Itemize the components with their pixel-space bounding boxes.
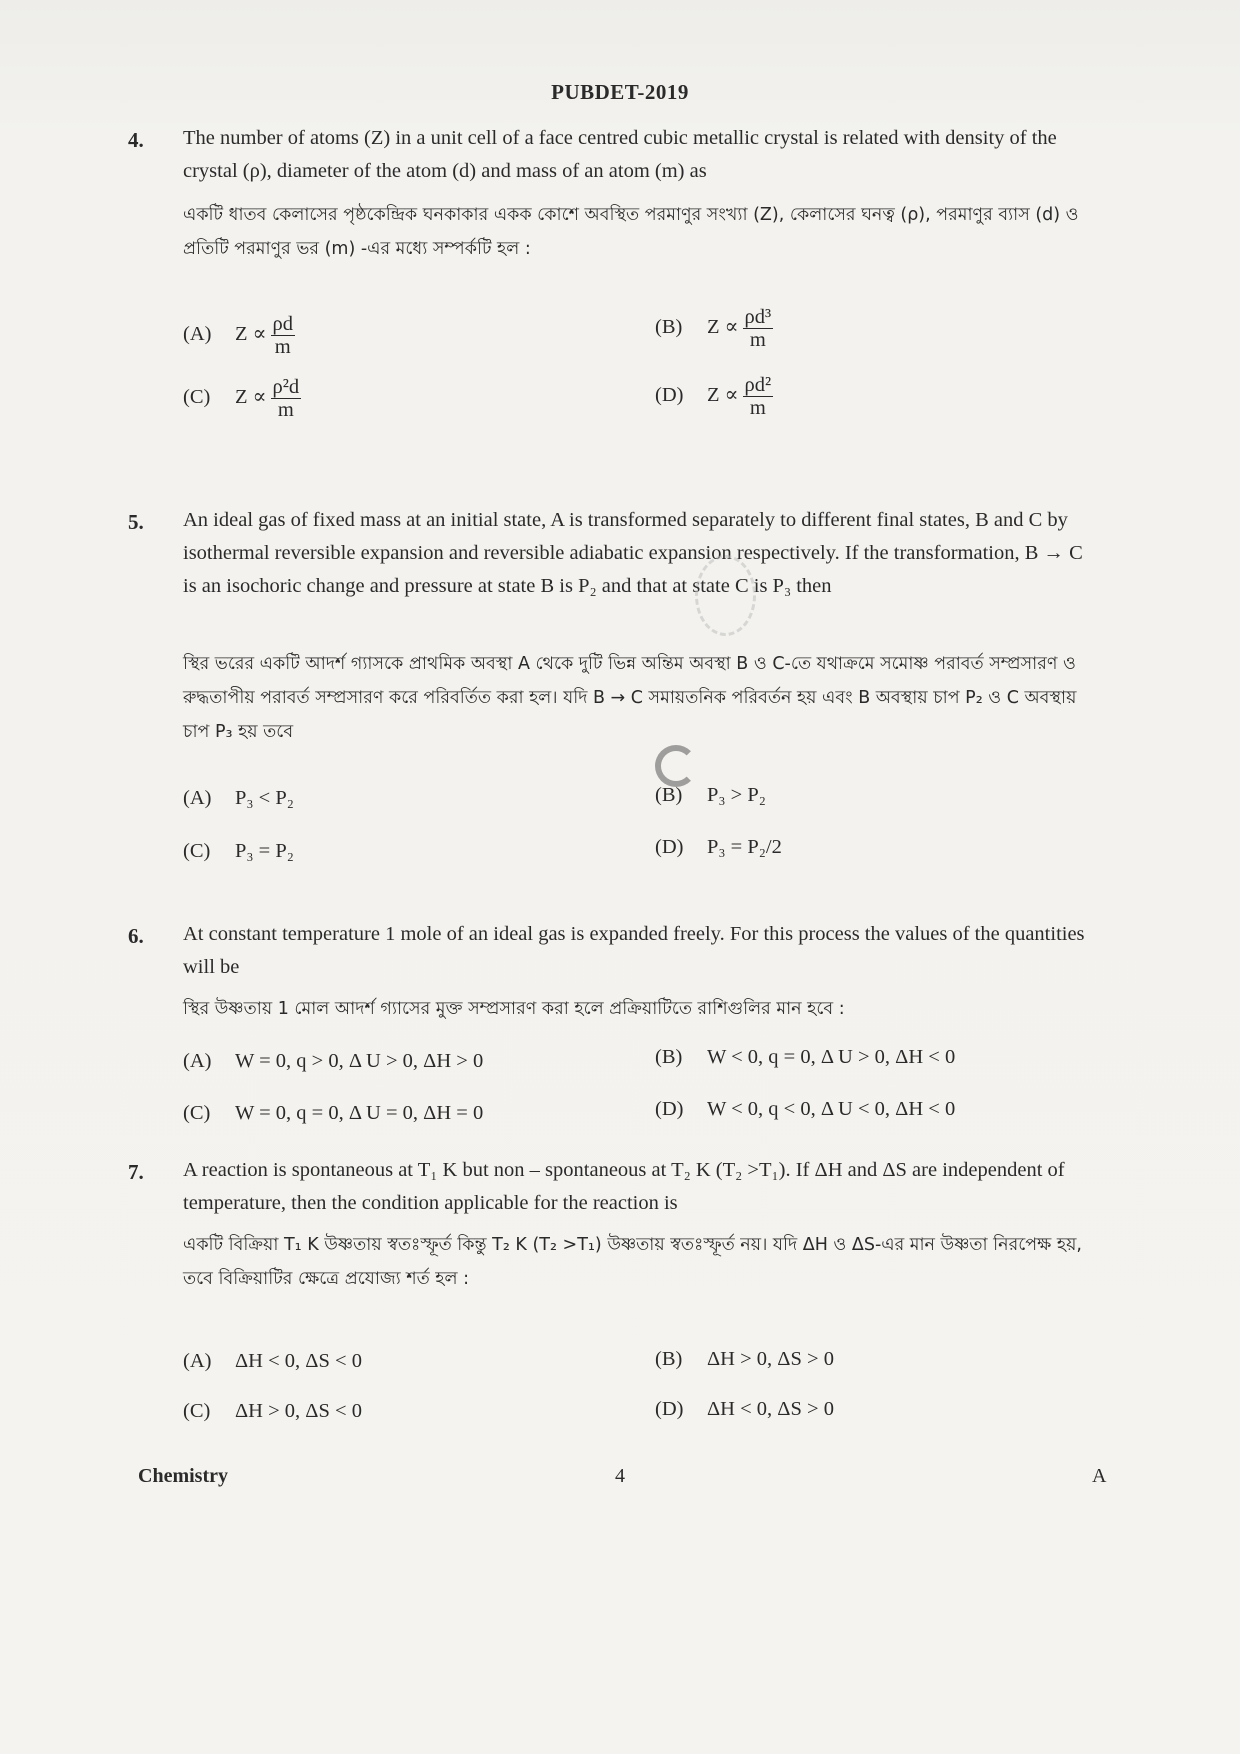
- option-value: ΔH > 0, ΔS > 0: [707, 1348, 834, 1370]
- option-label: (C): [183, 386, 211, 409]
- question-text-en: The number of atoms (Z) in a unit cell of a face centred cubic metallic crystal is related with density of the crystal (ρ), diameter of the atom (d) and mass of an atom (m) as: [183, 127, 1057, 182]
- option-value: W < 0, q < 0, Δ U < 0, ΔH < 0: [707, 1098, 956, 1120]
- footer-set-code: A: [1092, 1465, 1107, 1487]
- option-label: (D): [655, 384, 684, 407]
- fraction-numerator: ρd³: [744, 306, 772, 328]
- fraction-denominator: m: [277, 399, 294, 421]
- option-label: (A): [183, 1050, 212, 1072]
- option-b: [655, 1046, 955, 1069]
- option-label: (D): [655, 1098, 684, 1120]
- fraction: [271, 313, 295, 358]
- option-c: [183, 1400, 362, 1423]
- fraction: [271, 376, 302, 421]
- footer-subject: Chemistry: [138, 1465, 228, 1487]
- question-text-bn: একটি বিক্রিয়া T₁ K উষ্ণতায় স্বতঃস্ফূর্ত কিন্তু T₂ K (T₂ >T₁) উষ্ণতায় স্বতঃস্ফূর্ত নয়। যদি ΔH ও ΔS-এর মান উষ্ণতা নিরপেক্ষ হয়, তবে বিক্রিয়াটির ক্ষেত্রে প্রযোজ্য শর্ত হল :: [183, 1235, 1082, 1289]
- option-label: (C): [183, 1102, 211, 1124]
- option-label: (C): [183, 1400, 211, 1422]
- question-text-en: An ideal gas of fixed mass at an initial state, A is transformed separately to different final states, B and C by isothermal reversible expansion and reversible adiabatic expansion respectively. If the transformation, B → C is an isochoric change and pressure at state B is P₂ and that at state C is P₃ then: [183, 509, 1083, 597]
- option-value: W < 0, q = 0, Δ U > 0, ΔH < 0: [707, 1046, 956, 1068]
- option-value: P₃ = P₂: [235, 840, 294, 862]
- stamp-mark: [695, 555, 756, 636]
- option-prefix: Z ∝: [707, 316, 739, 339]
- option-d: [655, 836, 782, 859]
- option-label: (D): [655, 836, 684, 858]
- option-value: W = 0, q > 0, Δ U > 0, ΔH > 0: [235, 1050, 484, 1072]
- fraction-numerator: ρd: [272, 313, 294, 335]
- option-b: [655, 306, 773, 351]
- option-value: P₃ = P₂/2: [707, 836, 782, 858]
- option-label: (D): [655, 1398, 684, 1420]
- option-value: P₃ < P₂: [235, 787, 294, 809]
- option-label: (B): [655, 316, 683, 339]
- option-b: [655, 1348, 834, 1371]
- option-value: P₃ > P₂: [707, 784, 766, 806]
- question-number: 5.: [128, 510, 144, 534]
- stamp-mark: [655, 745, 697, 787]
- option-c: [183, 1102, 483, 1125]
- fraction-numerator: ρ²d: [272, 376, 300, 398]
- option-c: [183, 840, 294, 863]
- option-label: (A): [183, 323, 212, 346]
- fraction: [743, 374, 774, 419]
- exam-header: PUBDET-2019: [551, 80, 689, 104]
- option-c: [183, 376, 301, 421]
- option-label: (B): [655, 784, 683, 806]
- option-prefix: Z ∝: [235, 323, 267, 346]
- question-text-en: At constant temperature 1 mole of an ideal gas is expanded freely. For this process the values of the quantities will be: [183, 923, 1085, 978]
- option-label: (A): [183, 1350, 212, 1372]
- option-label: (B): [655, 1046, 683, 1068]
- option-value: ΔH < 0, ΔS > 0: [707, 1398, 834, 1420]
- question-text-en: A reaction is spontaneous at T₁ K but non – spontaneous at T₂ K (T₂ >T₁). If ΔH and ΔS are independent of temperature, then the condition applicable for the reaction is: [183, 1159, 1065, 1214]
- fraction: [743, 306, 774, 351]
- option-prefix: Z ∝: [235, 386, 267, 409]
- option-b: [655, 784, 766, 807]
- question-text-bn: একটি ধাতব কেলাসের পৃষ্ঠকেন্দ্রিক ঘনকাকার একক কোশে অবস্থিত পরমাণুর সংখ্যা (Z), কেলাসের ঘনত্ব (ρ), পরমাণুর ব্যাস (d) ও প্রতিটি পরমাণুর ভর (m) -এর মধ্যে সম্পর্কটি হল :: [183, 205, 1079, 259]
- question-text-bn: স্থির উষ্ণতায় 1 মোল আদর্শ গ্যাসের মুক্ত সম্প্রসারণ করা হলে প্রক্রিয়াটিতে রাশিগুলির মান হবে :: [183, 999, 845, 1019]
- option-value: ΔH > 0, ΔS < 0: [235, 1400, 362, 1422]
- question-number: 4.: [128, 128, 144, 152]
- option-value: W = 0, q = 0, Δ U = 0, ΔH = 0: [235, 1102, 484, 1124]
- question-number: 7.: [128, 1160, 144, 1184]
- option-prefix: Z ∝: [707, 384, 739, 407]
- question-text-bn: স্থির ভরের একটি আদর্শ গ্যাসকে প্রাথমিক অবস্থা A থেকে দুটি ভিন্ন অন্তিম অবস্থা B ও C-তে যথাক্রমে সমোষ্ণ পরাবর্ত সম্প্রসারণ ও রুদ্ধতাপীয় পরাবর্ত সম্প্রসারণ করে পরিবর্তিত করা হল। যদি B → C সমায়তনিক পরিবর্তন হয় এবং B অবস্থায় চাপ P₂ ও C অবস্থায় চাপ P₃ হয় তবে: [183, 654, 1077, 742]
- option-a: [183, 1050, 483, 1073]
- fraction-numerator: ρd²: [744, 374, 772, 396]
- fraction-denominator: m: [274, 336, 291, 358]
- option-label: (C): [183, 840, 211, 862]
- option-d: [655, 374, 773, 419]
- fraction-denominator: m: [749, 397, 766, 419]
- option-a: [183, 1350, 362, 1373]
- option-value: ΔH < 0, ΔS < 0: [235, 1350, 362, 1372]
- option-d: [655, 1098, 955, 1121]
- question-number: 6.: [128, 924, 144, 948]
- option-a: [183, 313, 295, 358]
- option-d: [655, 1398, 834, 1421]
- option-label: (A): [183, 787, 212, 809]
- option-a: [183, 787, 294, 810]
- footer-page-number: 4: [615, 1465, 625, 1487]
- fraction-denominator: m: [749, 329, 766, 351]
- option-label: (B): [655, 1348, 683, 1370]
